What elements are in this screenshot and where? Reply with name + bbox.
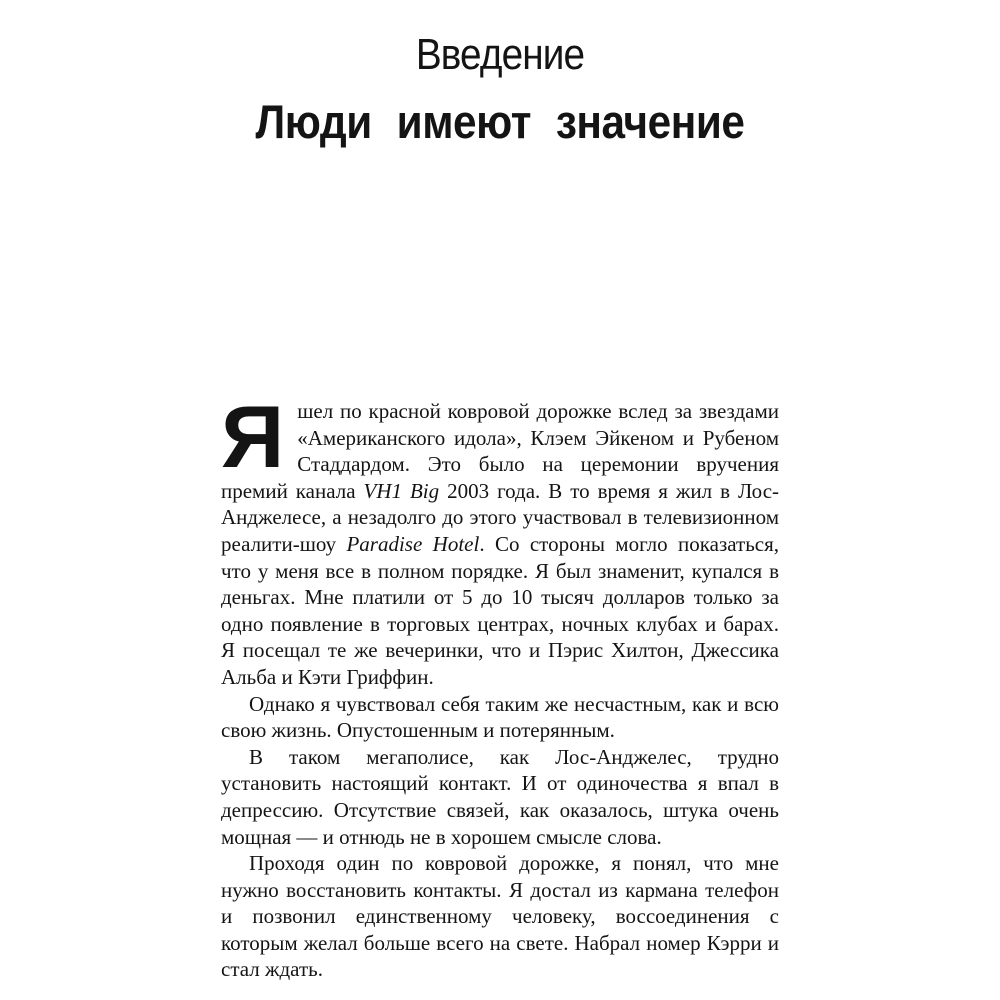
paragraph-1 bbox=[221, 387, 780, 691]
text-run: В таком мегаполисе, как Лос-Анджелес, трудно установить настоящий контакт. И от одиночества я впал в депрессию. Отсутствие связей, как оказалось, штука очень мощная — и отнюдь не в хорошем смысле слова. bbox=[221, 744, 779, 849]
text-run: Однако я чувствовал себя таким же несчастным, как и всю свою жизнь. Опустошенным и потерянным. bbox=[221, 691, 779, 743]
text-run: шел по красной ковровой дорожке вслед за звездами «Американского идола», Клэем Эйкеном и Рубеном Стаддардом. Это было на церемонии вручения премий канала bbox=[221, 399, 779, 503]
text-run: . Со стороны могло показаться, что у меня все в полном порядке. Я был знаменит, купался в деньгах. Мне платили от 5 до 10 тысяч долларов только за одно появление в торговых центрах, ночных клубах и барах. Я посещал те же вечеринки, что и Пэрис Хилтон, Джессика Альба и Кэти Гриффин. bbox=[221, 531, 779, 689]
text-run-italic: Paradise Hotel bbox=[346, 531, 480, 556]
body-text bbox=[221, 387, 780, 983]
text-run: 2003 года. В то время я жил в Лос-Анджелесе, а незадолго до этого участвовал в телевизионном реалити-шоу bbox=[221, 478, 780, 556]
paragraph-3 bbox=[221, 744, 779, 850]
paragraph-2 bbox=[221, 691, 779, 744]
chapter-kicker: Введение bbox=[415, 30, 585, 79]
text-run-italic: VH1 Big bbox=[363, 478, 440, 503]
drop-cap: Я bbox=[221, 387, 285, 486]
paragraph-4 bbox=[221, 850, 779, 983]
chapter-title: Люди имеют значение bbox=[255, 95, 745, 148]
text-run: Проходя один по ковровой дорожке, я понял, что мне нужно восстановить контакты. Я достал из кармана телефон и позвонил единственному человеку, воссоединения с которым желал больше всего на свете. Набрал номер Кэрри и стал ждать. bbox=[221, 851, 779, 982]
